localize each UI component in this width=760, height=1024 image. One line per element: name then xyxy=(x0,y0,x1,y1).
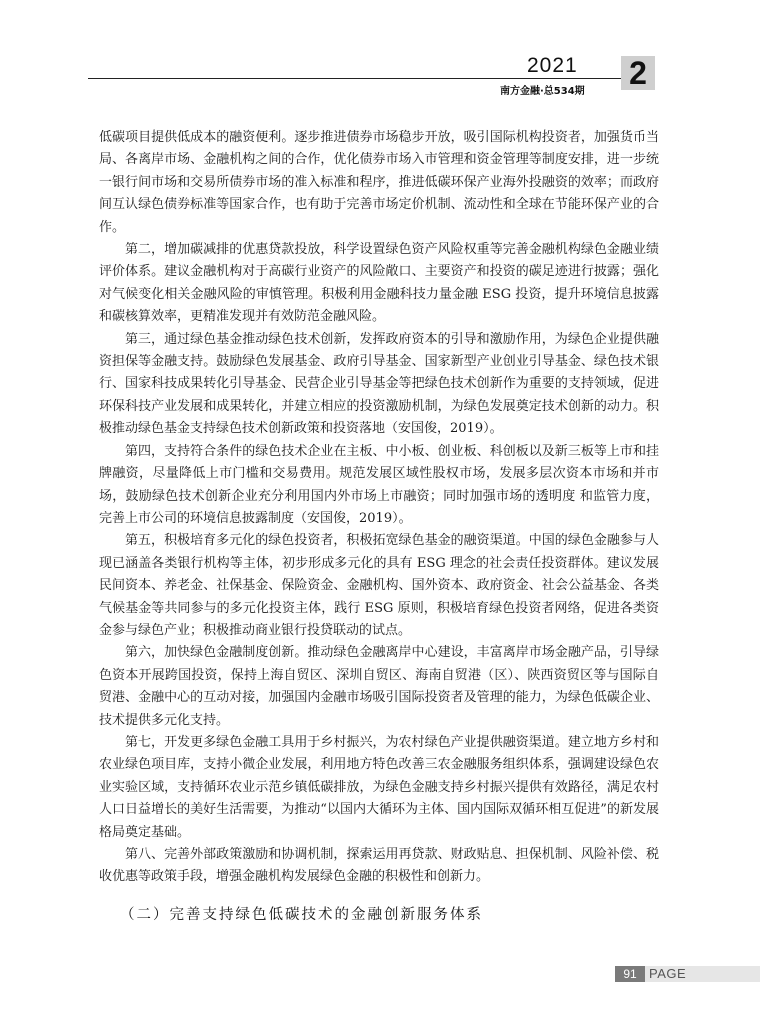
paragraph-continued: 低碳项目提供低成本的融资便利。逐步推进债券市场稳步开放，吸引国际机构投资者，加强货币当局、各离岸市场、金融机构之间的合作，优化债券市场入市管理和资金管理等制度安排，进一步统一银行间市场和交易所债券市场的准入标准和程序，推进低碳环保产业海外投融资的效率；而政府间互认绿色债券标准等国家合作，也有助于完善市场定价机制、流动性和全球在节能环保产业的合作。 xyxy=(99,130,659,235)
article-body xyxy=(99,127,659,889)
page-header xyxy=(0,0,760,110)
paragraph-seventh: 第七，开发更多绿色金融工具用于乡村振兴，为农村绿色产业提供融资渠道。建立地方乡村和农业绿色项目库，支持小微企业发展，利用地方特色改善三农金融服务组织体系，强调建设绿色农业实验区域，支持循环农业示范乡镇低碳排放，为绿色金融支持乡村振兴提供有效路径，满足农村人口日益增长的美好生活需要，为推动“以国内大循环为主体、国内国际双循环相互促进”的新发展格局奠定基础。 xyxy=(99,734,659,840)
page-label: PAGE xyxy=(649,966,687,981)
issue-number: 2 xyxy=(629,55,647,91)
journal-issue: 南方金融·总534期 xyxy=(500,86,585,97)
section-heading: （二）完善支持绿色低碳技术的金融创新服务体系 xyxy=(120,907,483,923)
page-number: 91 xyxy=(615,966,645,982)
issue-number-box xyxy=(621,56,655,90)
paragraph-fifth: 第五，积极培育多元化的绿色投资者，积极拓宽绿色基金的融资渠道。中国的绿色金融参与人现已涵盖各类银行机构等主体，初步形成多元化的具有 ESG 理念的社会责任投资群体。建议发展民间资本、养老金、社保基金、保险资金、金融机构、国外资本、政府资金、社会公益基金、各类气候基金等共同参与的多元化投资主体，践行 ESG 原则，积极培育绿色投资者网络，促进各类资金参与绿色产业；积极推动商业银行投贷联动的试点。 xyxy=(99,533,659,638)
paragraph-sixth: 第六，加快绿色金融制度创新。推动绿色金融离岸中心建设，丰富离岸市场金融产品，引导绿色资本开展跨国投资，保持上海自贸区、深圳自贸区、海南自贸港（区）、陕西资贸区等与国际自贸港、金融中心的互动对接，加强国内金融市场吸引国际投资者及管理的能力，为绿色低碳企业、技术提供多元化支持。 xyxy=(99,645,659,728)
header-rule xyxy=(88,78,622,79)
paragraph-second: 第二，增加碳减排的优惠贷款投放，科学设置绿色资产风险权重等完善金融机构绿色金融业绩评价体系。建议金融机构对于高碳行业资产的风险敞口、主要资产和投资的碳足迹进行披露；强化对气候变化相关金融风险的审慎管理。积极利用金融科技力量金融 ESG 投资，提升环境信息披露和碳核算效率，更精准发现并有效防范金融风险。 xyxy=(99,242,659,325)
paragraph-fourth: 第四，支持符合条件的绿色技术企业在主板、中小板、创业板、科创板以及新三板等上市和挂牌融资，尽量降低上市门槛和交易费用。规范发展区域性股权市场，发展多层次资本市场和并市场，鼓励绿色技术创新企业充分利用国内外市场上市融资；同时加强市场的透明度 和监管力度，完善上市公司的环境信息披露制度（安国俊，2019）。 xyxy=(99,443,659,526)
publication-year: 2021 xyxy=(527,54,578,77)
page-footer xyxy=(615,966,760,982)
paragraph-eighth: 第八、完善外部政策激励和协调机制，探索运用再贷款、财政贴息、担保机制、风险补偿、税收优惠等政策手段，增强金融机构发展绿色金融的积极性和创新力。 xyxy=(99,847,659,885)
paragraph-third: 第三，通过绿色基金推动绿色技术创新，发挥政府资本的引导和激励作用，为绿色企业提供融资担保等金融支持。鼓励绿色发展基金、政府引导基金、国家新型产业创业引导基金、绿色技术银行、国家科技成果转化引导基金、民营企业引导基金等把绿色技术创新作为重要的支持领域，促进环保科技产业发展和成果转化，并建立相应的投资激励机制，为绿色发展奠定技术创新的动力。积极推动绿色基金支持绿色技术创新政策和投资落地（安国俊，2019）。 xyxy=(99,331,659,437)
